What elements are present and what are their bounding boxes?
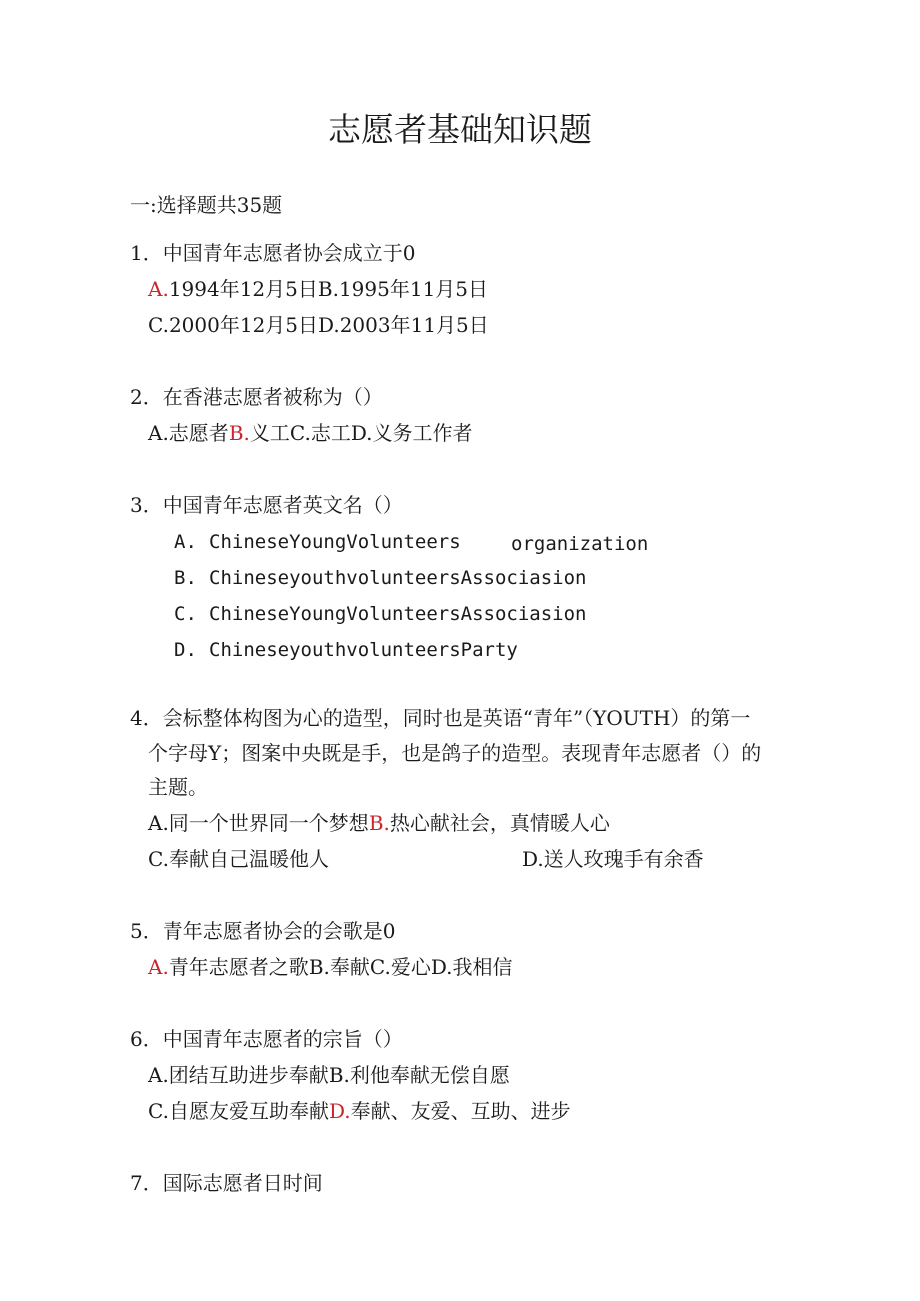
- question-4-option-c: C.奉献自己温暖他人: [148, 847, 329, 871]
- option-c: C.自愿友爱互助奉献: [148, 1099, 329, 1123]
- question-3-stem: 3．中国青年志愿者英文名（）: [130, 493, 403, 517]
- question-4-options-row1: [148, 810, 610, 836]
- question-1-options-row1: [148, 276, 488, 302]
- question-3-option-d: [174, 637, 518, 663]
- question-6-stem: 6．中国青年志愿者的宗旨（）: [130, 1027, 403, 1051]
- option-b: B.利他奉献无偿自愿: [328, 1063, 510, 1087]
- question-1-options-row2: [148, 312, 489, 338]
- question-5-stem: 5．青年志愿者协会的会歌是0: [130, 919, 396, 943]
- option-b: B.奉献: [308, 955, 370, 979]
- question-5-options: [148, 954, 513, 980]
- option-b: B.1995年11月5日: [317, 277, 489, 301]
- option-c: C.志工: [289, 421, 351, 445]
- question-4-option-d: D.送人玫瑰手有余香: [522, 847, 704, 871]
- option-b-letter: B.: [174, 567, 197, 589]
- option-d: D.义务工作者: [350, 421, 473, 445]
- answer-letter-b: B.: [228, 421, 250, 445]
- option-c-text: ChineseYoungVolunteersAssociasion: [209, 603, 587, 625]
- question-7-stem: 7．国际志愿者日时间: [130, 1171, 323, 1195]
- option-a: A.同一个世界同一个梦想: [148, 811, 369, 835]
- option-b-text: 热心献社会，真情暖人心: [389, 811, 610, 835]
- answer-letter-b: B.: [368, 811, 390, 835]
- question-6-options-row2: [148, 1098, 571, 1124]
- question-4-stem-line3: 主题。: [148, 775, 208, 799]
- question-3-option-b: [174, 565, 587, 591]
- option-d: D.我相信: [430, 955, 513, 979]
- option-a-tail: organization: [511, 533, 649, 555]
- question-6-options-row1: [148, 1062, 510, 1088]
- option-a: A.团结互助进步奉献: [148, 1063, 329, 1087]
- question-3-option-a: [174, 529, 649, 555]
- question-1-stem: 1．中国青年志愿者协会成立于0: [130, 241, 416, 265]
- option-a-text: 1994年12月5日: [168, 277, 318, 301]
- question-3-option-c: [174, 601, 587, 627]
- option-a-text: 青年志愿者之歌: [168, 955, 309, 979]
- option-a: A.志愿者: [148, 421, 229, 445]
- option-c: C.爱心: [369, 955, 431, 979]
- option-d-text: ChineseyouthvolunteersParty: [209, 639, 518, 661]
- answer-letter-a: A.: [148, 277, 169, 301]
- answer-letter-d: D.: [328, 1099, 351, 1123]
- question-4-stem-line2: 个字母Y；图案中央既是手，也是鸽子的造型。表现青年志愿者（）的: [148, 741, 762, 765]
- section-heading: 一:选择题共35题: [130, 193, 283, 217]
- answer-letter-a: A.: [148, 955, 169, 979]
- option-d-text: 奉献、友爱、互助、进步: [350, 1099, 571, 1123]
- option-d: D.2003年11月5日: [318, 313, 489, 337]
- option-a-text: ChineseYoungVolunteers: [209, 531, 461, 553]
- page-title: 志愿者基础知识题: [328, 110, 592, 149]
- option-c: C.2000年12月5日: [148, 313, 319, 337]
- option-c-letter: C.: [174, 603, 197, 625]
- option-d-letter: D.: [174, 639, 197, 661]
- question-4-stem-line1: 4．会标整体构图为心的造型，同时也是英语“青年”（YOUTH）的第一: [130, 706, 751, 730]
- option-a-letter: A.: [174, 531, 197, 553]
- option-b-text: 义工: [249, 421, 290, 445]
- question-2-stem: 2．在香港志愿者被称为（）: [130, 385, 383, 409]
- option-b-text: ChineseyouthvolunteersAssociasion: [209, 567, 587, 589]
- question-2-options: [148, 420, 473, 446]
